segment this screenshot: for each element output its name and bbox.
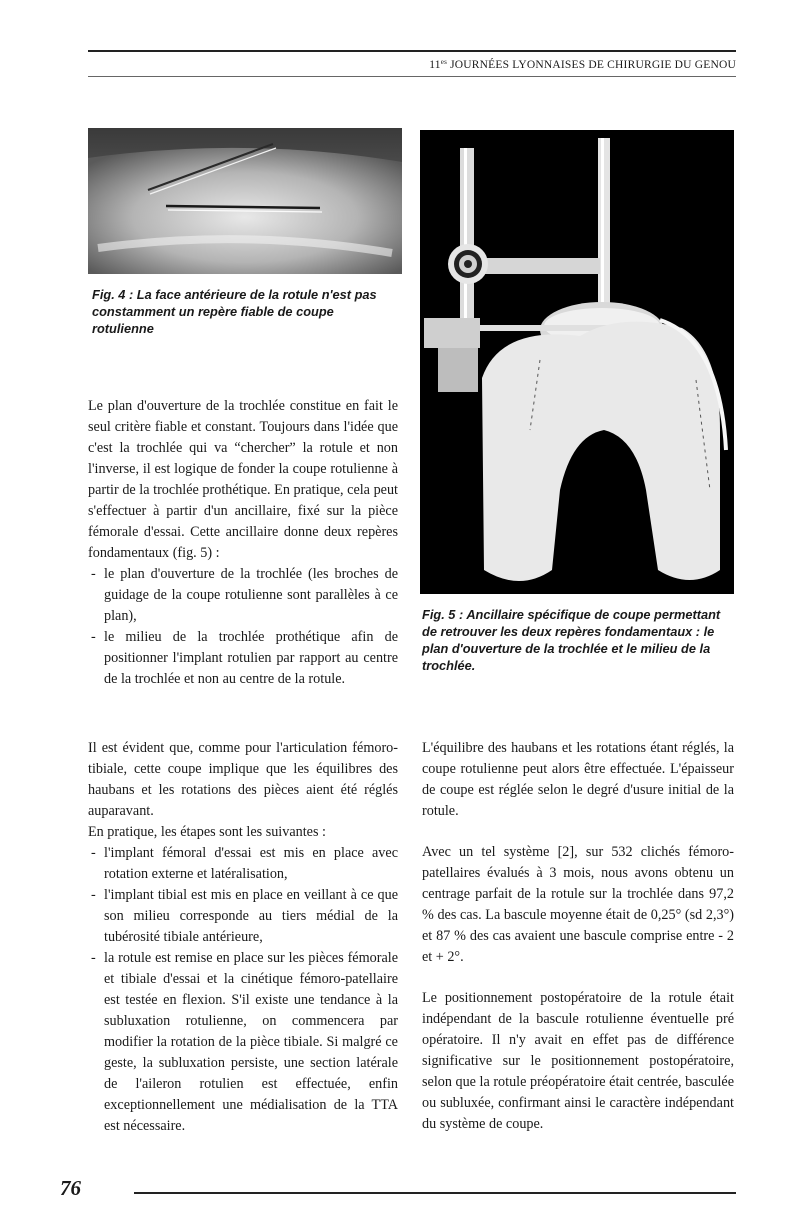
list-item: - l'implant tibial est mis en place en veillant à ce que son milieu corresponde au tiers médial de la tubérosité tibiale antérieure,: [88, 885, 398, 948]
paragraph-balance: Il est évident que, comme pour l'articulation fémoro-tibiale, cette coupe implique que les équilibres des haubans et les rotations des pièces aient été réglés auparavant.: [88, 740, 398, 819]
header-rule-top: [88, 50, 736, 52]
list-steps: [88, 843, 398, 1137]
figure-4-caption: Fig. 4 : La face antérieure de la rotule n'est pas constamment un repère fiable de coupe rotulienne: [92, 287, 377, 336]
figure-4-image: [88, 128, 402, 274]
header-rule-bottom: [88, 76, 736, 77]
list-fundamental-markers: [88, 564, 398, 690]
list-item: - l'implant fémoral d'essai est mis en place avec rotation externe et latéralisation,: [88, 843, 398, 885]
figure-5-photo: [420, 130, 734, 594]
list-item: - le milieu de la trochlée prothétique afin de positionner l'implant rotulien par rapport au centre de la trochlée et non au centre de la rotule.: [88, 627, 398, 690]
paragraph-steps-intro: En pratique, les étapes sont les suivantes :: [88, 824, 326, 840]
figure-5-image: [420, 130, 734, 594]
paragraph-cut: L'équilibre des haubans et les rotations étant réglés, la coupe rotulienne peut alors être effectuée. L'épaisseur de coupe est réglée selon le degré d'usure initial de la rotule.: [422, 740, 734, 819]
running-header: [300, 58, 736, 71]
left-column-upper: [88, 396, 398, 690]
right-column: [422, 738, 734, 1135]
header-title: JOURNÉES LYONNAISES DE CHIRURGIE DU GENOU: [450, 59, 736, 71]
footer-rule: [134, 1192, 736, 1194]
paragraph-postop: Le positionnement postopératoire de la rotule était indépendant de la bascule rotulienne éventuelle pré opératoire. Il n'y avait en effet pas de différence significative sur le positionnement postopératoire, selon que la rotule préopératoire était centrée, basculée ou subluxée, confirmant ainsi le caractère indépendant du système de coupe.: [422, 990, 734, 1132]
header-ordinal-sup: es: [440, 58, 447, 66]
header-ordinal: 11: [429, 59, 441, 71]
figure-4-photo: [88, 128, 402, 274]
list-item: - le plan d'ouverture de la trochlée (les broches de guidage de la coupe rotulienne sont parallèles à ce plan),: [88, 564, 398, 627]
figure-5-caption: Fig. 5 : Ancillaire spécifique de coupe permettant de retrouver les deux repères fondamentaux : le plan d'ouverture de la trochlée et le milieu de la trochlée.: [422, 607, 721, 673]
paragraph-trochlea-plane: Le plan d'ouverture de la trochlée constitue en fait le seul critère fiable et constant. Toujours dans l'idée que c'est la trochlée qui va “chercher” la rotule et non l'inverse, il est logique de fonder la coupe rotulienne à partir de la trochlée prothétique. En pratique, cela peut s'effectuer à partir d'un ancillaire, fixé sur la pièce fémorale d'essai. Cette ancillaire donne deux repères fondamentaux (fig. 5) :: [88, 398, 398, 561]
page-number: 76: [60, 1176, 81, 1200]
left-column-lower: [88, 738, 398, 1137]
paragraph-results: Avec un tel système [2], sur 532 clichés fémoro-patellaires évalués à 3 mois, nous avons obtenu un centrage parfait de la rotule sur la trochlée dans 97,2 % des cas. La bascule moyenne était de 0,25° (sd 2,3°) et 87 % des cas avaient une bascule comprise entre - 2 et + 2°.: [422, 844, 734, 965]
list-item: - la rotule est remise en place sur les pièces fémorale et tibiale d'essai et la cinétique fémoro-patellaire est testée en flexion. S'il existe une tendance à la subluxation rotulienne, on commencera par modifier la rotation de la pièce tibiale. Si malgré ce geste, la subluxation persiste, une section latérale de l'aileron rotulien est effectuée, enfin exceptionnellement une médialisation de la TTA est nécessaire.: [88, 948, 398, 1137]
